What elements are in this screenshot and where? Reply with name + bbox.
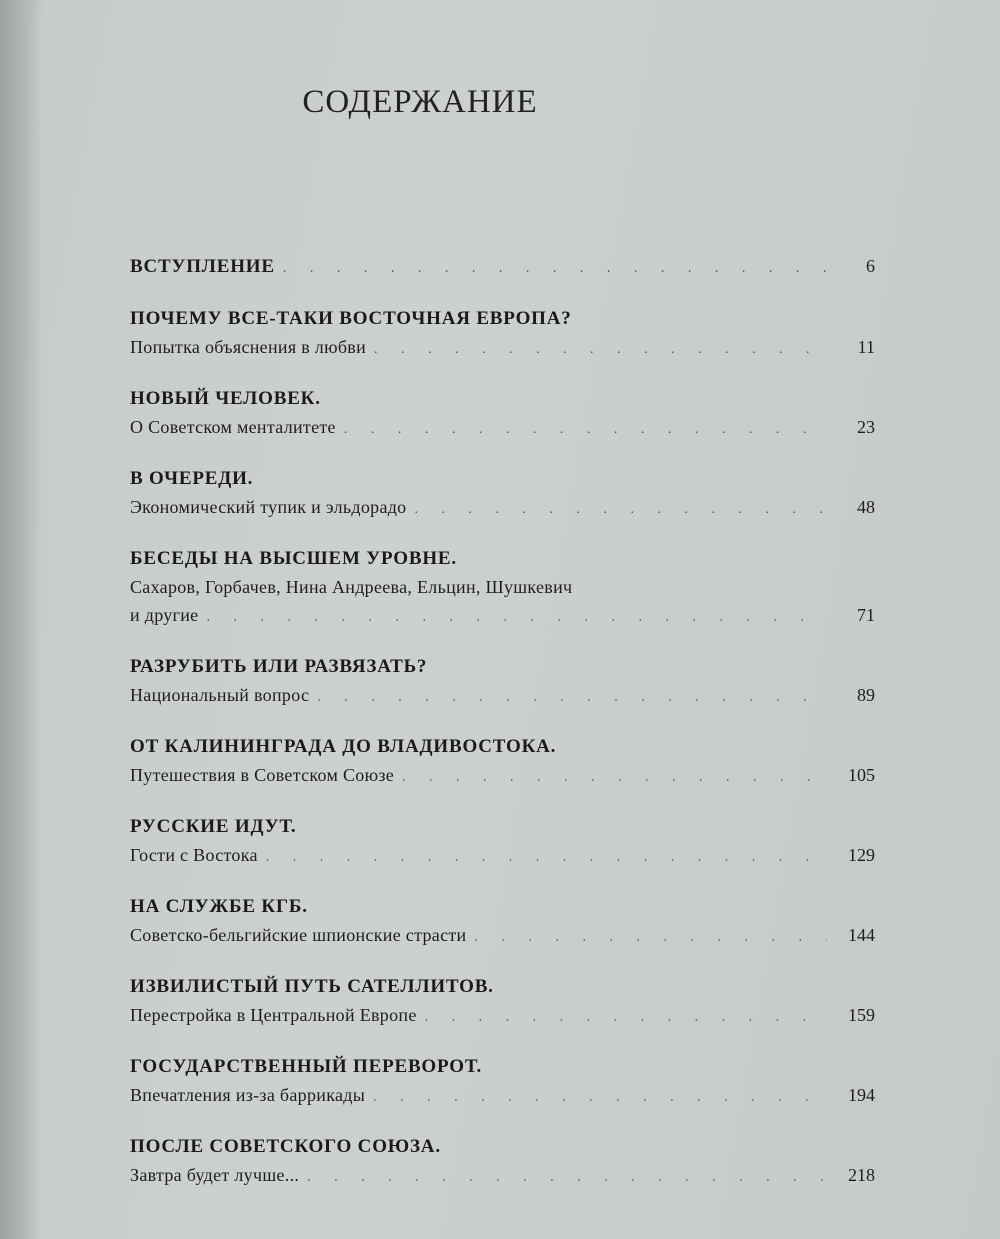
toc-page-number: 11 <box>857 337 875 357</box>
dot-leader <box>374 336 827 364</box>
toc-page-number: 159 <box>848 1005 875 1025</box>
toc-entry-subtitle: Впечатления из-за баррикады <box>130 1085 366 1105</box>
toc-entry-introduction <box>130 252 875 283</box>
dot-leader <box>373 1084 827 1112</box>
toc-entry-subtitle: Завтра будет лучше... <box>130 1165 300 1185</box>
toc-entry <box>130 733 875 792</box>
toc-entry <box>130 385 875 444</box>
dot-leader <box>425 1004 827 1032</box>
toc-entry-heading: РУССКИЕ ИДУТ. <box>130 816 297 837</box>
toc-entry-heading: НА СЛУЖБЕ КГБ. <box>130 896 308 917</box>
toc-entry-subtitle: Путешествия в Советском Союзе <box>130 765 395 785</box>
dot-leader <box>415 496 828 524</box>
dot-leader <box>317 684 827 712</box>
toc-page-number: 194 <box>848 1085 875 1105</box>
dot-leader <box>474 924 827 952</box>
toc-entry <box>130 1133 875 1192</box>
toc-entry-subtitle: Перестройка в Центральной Европе <box>130 1005 417 1025</box>
toc-page-number: 6 <box>866 256 875 276</box>
toc-entry-heading: НОВЫЙ ЧЕЛОВЕК. <box>130 388 321 409</box>
toc-page-number: 23 <box>857 417 875 437</box>
toc-entry-subtitle: Экономический тупик и эльдорадо <box>130 497 407 517</box>
toc-entry <box>130 465 875 524</box>
dot-leader <box>307 1164 827 1192</box>
toc-page-number: 48 <box>857 497 875 517</box>
toc-entry-heading: ПОЧЕМУ ВСЕ-ТАКИ ВОСТОЧНАЯ ЕВРОПА? <box>130 308 572 329</box>
toc-entry <box>130 813 875 872</box>
toc-entry-heading: ПОСЛЕ СОВЕТСКОГО СОЮЗА. <box>130 1136 441 1157</box>
toc-page-number: 129 <box>848 845 875 865</box>
dot-leader <box>344 416 827 444</box>
toc-entry-subtitle: Советско-бельгийские шпионские страсти <box>130 925 467 945</box>
toc-entry-heading: БЕСЕДЫ НА ВЫСШЕМ УРОВНЕ. <box>130 548 457 569</box>
toc-page-number: 71 <box>857 605 875 625</box>
toc-entry-heading: ВСТУПЛЕНИЕ <box>130 256 275 277</box>
toc-entry <box>130 305 875 364</box>
toc-page-number: 218 <box>848 1165 875 1185</box>
toc-entry <box>130 653 875 712</box>
toc-page-number: 89 <box>857 685 875 705</box>
toc-entry-subtitle-line: Сахаров, Горбачев, Нина Андреева, Ельцин, Шушкевич <box>130 577 573 597</box>
table-of-contents <box>130 252 875 1213</box>
dot-leader <box>266 844 827 872</box>
dot-leader <box>402 764 827 792</box>
toc-entry-subtitle: Гости с Востока <box>130 845 258 865</box>
toc-entry-heading: ОТ КАЛИНИНГРАДА ДО ВЛАДИВОСТОКА. <box>130 736 557 757</box>
toc-entry-subtitle: Национальный вопрос <box>130 685 310 705</box>
dot-leader <box>283 255 827 283</box>
toc-entry-heading: ГОСУДАРСТВЕННЫЙ ПЕРЕВОРОТ. <box>130 1056 483 1077</box>
toc-entry <box>130 1053 875 1112</box>
toc-entry-subtitle: и другие <box>130 605 199 625</box>
toc-entry <box>130 545 875 632</box>
toc-entry <box>130 893 875 952</box>
toc-entry-heading: В ОЧЕРЕДИ. <box>130 468 254 489</box>
toc-entry-heading: РАЗРУБИТЬ ИЛИ РАЗВЯЗАТЬ? <box>130 656 428 677</box>
toc-entry-subtitle: О Советском менталитете <box>130 417 336 437</box>
toc-page-number: 144 <box>848 925 875 945</box>
toc-entry-heading: ИЗВИЛИСТЫЙ ПУТЬ САТЕЛЛИТОВ. <box>130 976 494 997</box>
page-title: СОДЕРЖАНИЕ <box>302 84 538 120</box>
toc-entry <box>130 973 875 1032</box>
dot-leader <box>206 604 827 632</box>
toc-page-number: 105 <box>848 765 875 785</box>
toc-entry-subtitle: Попытка объяснения в любви <box>130 337 367 357</box>
page-gutter-shadow <box>0 0 42 1239</box>
